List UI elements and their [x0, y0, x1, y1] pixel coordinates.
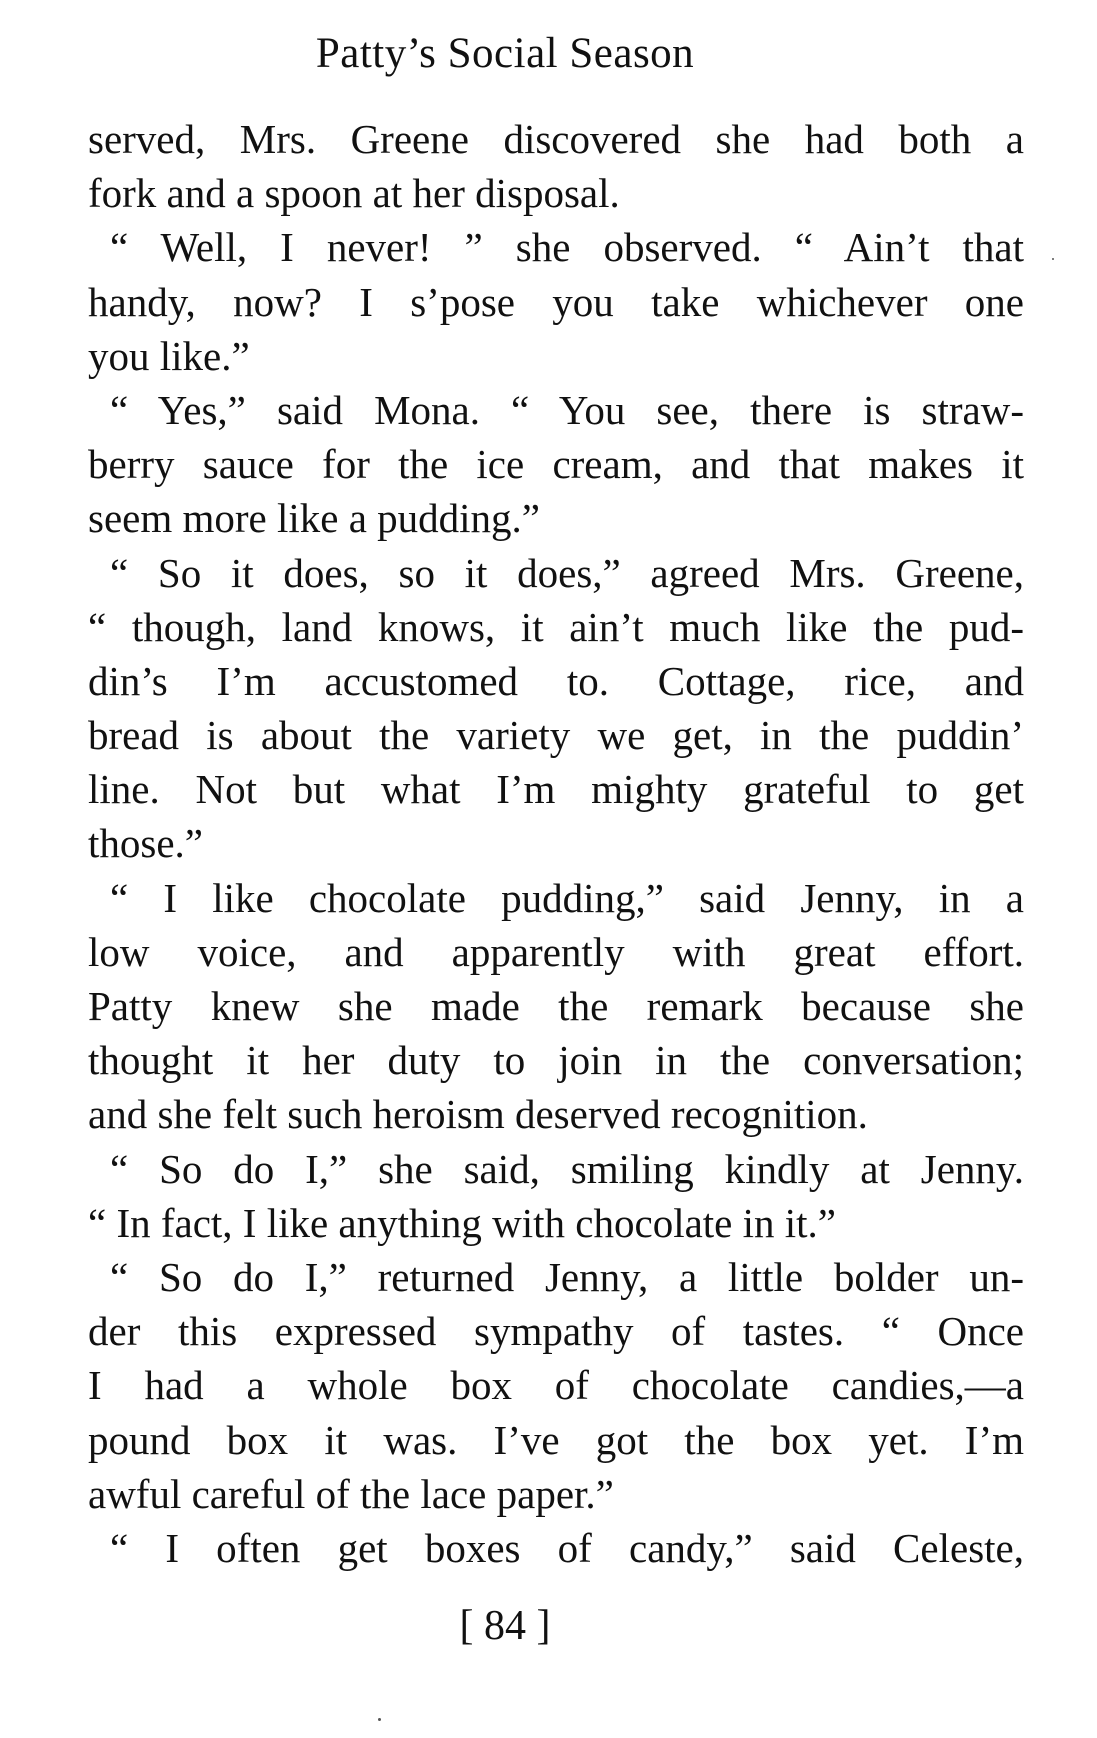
scan-speck [1052, 258, 1054, 260]
text-line: “ I often get boxes of candy,” said Celeste, [110, 1524, 1024, 1571]
text-line: berry sauce for the ice cream, and that makes it [88, 441, 1024, 488]
text-line: din’s I’m accustomed to. Cottage, rice, and [88, 657, 1024, 704]
page-number: [ 84 ] [459, 1603, 551, 1649]
text-line: der this expressed sympathy of tastes. “ Once [88, 1308, 1024, 1355]
text-line: fork and a spoon at her disposal. [88, 170, 620, 217]
body-text [88, 112, 1024, 1575]
text-line: “ So do I,” she said, smiling kindly at Jenny. [110, 1145, 1024, 1192]
text-line: I had a whole box of chocolate candies,—a [88, 1362, 1024, 1409]
text-line: “ Yes,” said Mona. “ You see, there is straw- [110, 386, 1024, 433]
text-line: “ Well, I never! ” she observed. “ Ain’t that [110, 224, 1024, 271]
text-line: line. Not but what I’m mighty grateful to get [88, 766, 1024, 813]
text-line: seem more like a pudding.” [88, 495, 541, 542]
text-line: “ So do I,” returned Jenny, a little bolder un- [110, 1253, 1024, 1300]
text-line: “ though, land knows, it ain’t much like the pud- [88, 603, 1024, 650]
text-line: those.” [88, 820, 203, 867]
text-line: thought it her duty to join in the conversation; [88, 1037, 1024, 1084]
text-line: and she felt such heroism deserved recognition. [88, 1091, 868, 1138]
text-line: bread is about the variety we get, in the puddin’ [88, 712, 1024, 759]
text-line: “ In fact, I like anything with chocolate in it.” [88, 1199, 836, 1246]
text-line: you like.” [88, 332, 250, 379]
text-line: pound box it was. I’ve got the box yet. I’m [88, 1416, 1024, 1463]
scan-speck [378, 1718, 381, 1721]
text-line: Patty knew she made the remark because she [88, 983, 1024, 1029]
text-line: “ I like chocolate pudding,” said Jenny, in a [110, 874, 1024, 921]
text-line: handy, now? I s’pose you take whichever one [88, 278, 1024, 325]
running-head: Patty’s Social Season [315, 30, 695, 77]
text-line: “ So it does, so it does,” agreed Mrs. Greene, [110, 549, 1024, 596]
text-line: served, Mrs. Greene discovered she had both a [88, 116, 1024, 162]
text-line: awful careful of the lace paper.” [88, 1470, 614, 1517]
text-line: low voice, and apparently with great effort. [88, 928, 1024, 975]
